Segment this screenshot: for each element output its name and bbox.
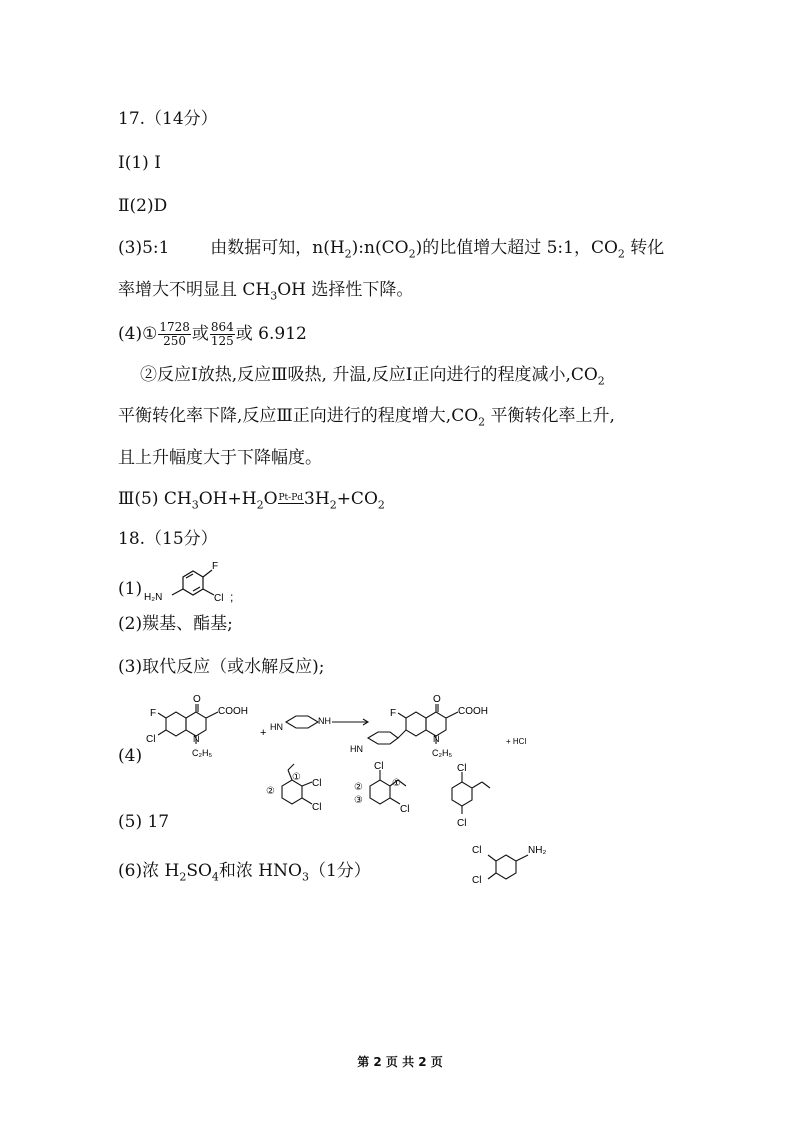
nh2-label: NH₂ [528,845,547,856]
q17-part5-a: Ⅲ(5) CH [118,489,192,509]
q18-part6-structure [466,835,566,890]
q17-part3-text-d: 转化 [624,238,665,258]
product-N: N [433,734,440,744]
q17-part2: Ⅱ(2)D [118,196,168,216]
iso2-Cl-b: Cl [400,804,410,815]
plus-sign: + [260,727,267,739]
q17-part4-label: (4)① [118,324,158,344]
q18-header: 18.（15分） [118,529,218,549]
q17-part3-line2-b: OH 选择性下降。 [277,280,414,300]
reactant-N: N [193,734,200,744]
product-HN: HN [350,744,363,754]
subscript: 4 [211,870,219,884]
iso1-Cl-b: Cl [312,802,322,813]
fraction-2 [210,321,235,348]
iso2-circle2: ② [354,782,363,793]
q17-part3-text-b: ):n(CO [351,238,409,258]
fluoro-label: F [212,561,219,572]
subscript: 3 [301,870,309,884]
subscript: 2 [377,498,385,512]
q18-part6-c: 和浓 HNO [218,861,302,881]
q17-part5 [118,488,385,516]
q17-part4-2-text: ②反应Ⅰ放热,反应Ⅲ吸热, 升温,反应Ⅰ正向进行的程度减小,CO [140,365,598,385]
subscript: 2 [344,247,352,261]
iso2-circle3: ③ [354,795,363,806]
iso1-Cl-a: Cl [312,778,322,789]
amine-label: H₂N [144,592,163,603]
subscript: 2 [179,870,187,884]
fraction-denominator: 125 [210,334,234,348]
q18-part6-a: (6)浓 H [118,861,180,881]
q18-part6-d: （1分） [308,861,371,881]
fraction-numerator: 1728 [159,320,190,334]
piperazine-HN: HN [270,722,283,732]
q17-part3-text-c: )的比值增大超过 5:1，CO [415,238,618,258]
subscript: 2 [329,498,337,512]
q18-part6 [118,860,371,888]
hcl-byproduct: + HCl [506,737,527,746]
q17-part5-e: +CO [336,489,378,509]
product-ethyl: C₂H₅ [432,748,453,758]
subscript: 2 [617,247,625,261]
reactant-Cl: Cl [146,734,156,745]
reaction-condition: Pt-Pd [278,493,304,503]
product-O: O [433,694,441,705]
q17-part3-line2 [118,279,413,307]
product-COOH: COOH [458,706,488,717]
q17-part1: Ⅰ(1) Ⅰ [118,153,161,173]
q17-part4-2-line3: 且上升幅度大于下降幅度。 [118,448,322,468]
q18-part5-isomers [262,760,522,840]
q18-part1-structure [140,558,250,606]
q17-part4-2-line1 [140,364,605,392]
q17-part3-line2-a: 率增大不明显且 CH [118,280,271,300]
q17-part4-2-line2 [118,405,615,433]
piperazine-NH: NH [318,716,331,726]
q18-part1-tail: ; [230,590,234,604]
page-footer: 第 2 页 共 2 页 [357,1055,443,1069]
q17-part3-line1 [118,237,664,265]
q17-part4-line1 [118,318,307,350]
cl-bottom: Cl [472,875,482,886]
q17-part5-c: O [263,489,278,509]
q18-part2: (2)羰基、酯基; [118,614,233,634]
reactant-F: F [150,708,157,719]
reactant-ethyl: C₂H₅ [192,748,213,758]
q17-part4-2-text-2b: 平衡转化率上升, [485,406,615,426]
q18-part3: (3)取代反应（或水解反应); [118,657,325,677]
subscript: 3 [191,498,199,512]
q17-part5-b: OH+H [198,489,257,509]
q17-part3-label: (3)5:1 [118,238,170,258]
fraction-denominator: 250 [163,334,187,348]
subscript: 2 [478,415,486,429]
iso2-Cl-a: Cl [374,761,384,772]
iso1-circle2: ② [266,786,275,797]
q18-part4-label: (4) [118,746,143,766]
q18-part1-label: (1) [118,579,143,599]
q17-part3-text: 由数据可知，n(H [210,238,345,258]
q18-part6-b: SO [186,861,212,881]
subscript: 3 [270,289,278,303]
iso2-circle1: ① [392,778,401,789]
subscript: 2 [256,498,264,512]
iso3-Cl-b: Cl [457,818,467,829]
q18-part5: (5) 17 [118,812,170,832]
q17-part4-2-text-2a: 平衡转化率下降,反应Ⅲ正向进行的程度增大,CO [118,406,479,426]
reactant-O: O [193,694,201,705]
cl-top: Cl [472,845,482,856]
q18-part4-reaction [136,690,556,770]
q17-part4-or-decimal: 或 6.912 [235,324,307,344]
q17-header: 17.（14分） [118,109,218,129]
iso3-Cl-a: Cl [457,763,467,774]
chloro-label: Cl [214,593,224,604]
fraction-1 [158,321,191,348]
product-F: F [390,708,397,719]
subscript: 2 [408,247,416,261]
reactant-COOH: COOH [218,706,248,717]
iso1-circle1: ① [292,772,301,783]
q17-part4-or: 或 [191,324,209,344]
q17-part5-d: 3H [304,489,330,509]
subscript: 2 [597,374,605,388]
fraction-numerator: 864 [210,320,234,334]
